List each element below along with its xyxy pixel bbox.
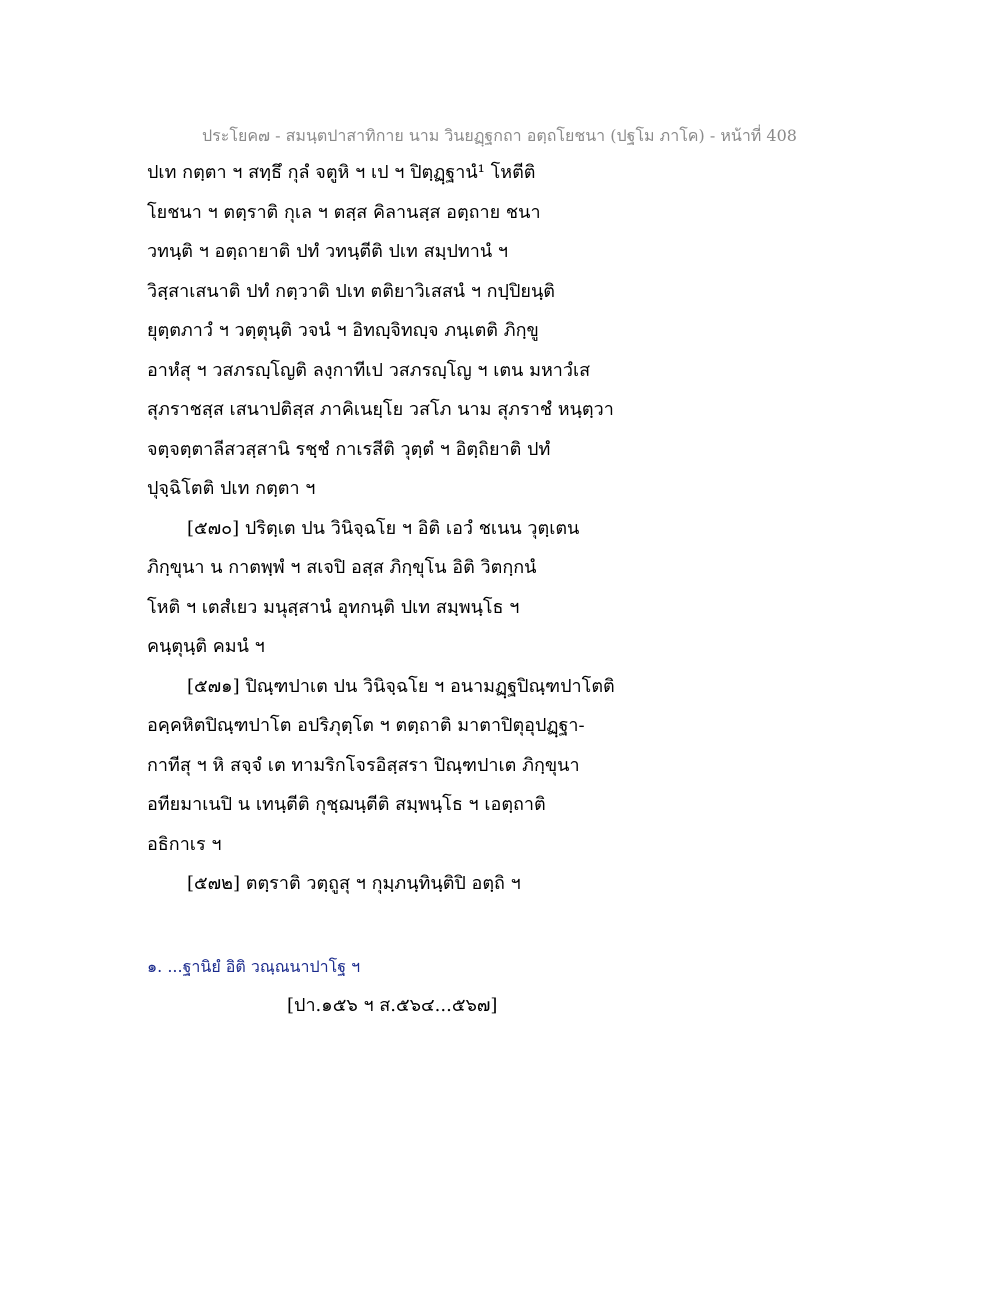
text-line: คนฺตุนฺติ คมนํ ฯ [147,636,265,657]
text-line: อธิกาเร ฯ [147,833,222,855]
text-line: วทนฺติ ฯ อตฺถายาติ ปทํ วทนฺตีติ ปเท สมฺปทานํ ฯ [147,241,509,262]
text-line: อาหํสุ ฯ วสภรญฺโญติ ลงฺกาทีเป วสภรญฺโญ ฯ เตน มหาวํเส [147,359,591,381]
paragraph-start-line: [๕๗๒] ตตฺราติ วตฺถูสุ ฯ กุมฺภนฺทินฺติปิ อตฺถิ ฯ [187,873,521,894]
text-line: สุภราชสฺส เสนาปติสฺส ภาคิเนยฺโย วสโภ นาม สุภราชํ หนฺตฺวา [147,399,614,420]
source-reference: [ปา.๑๕๖ ฯ ส.๕๖๔...๕๖๗] [287,995,498,1016]
text-line: วิสฺสาเสนาติ ปทํ กตฺวาติ ปเท ตติยาวิเสสนํ ฯ กปฺปิยนฺติ [147,280,555,302]
text-line: อทียมาเนปิ น เทนฺตีติ กุชฺฌนฺตีติ สมฺพนฺโธ ฯ เอตฺถาติ [147,794,546,815]
text-line: อคฺคหิตปิณฺฑปาโต อปริภุตฺโต ฯ ตตฺถาติ มาตาปิตุอุปฏฺฐา- [147,715,585,736]
text-line: ปุจฺฉิโตติ ปเท กตฺตา ฯ [147,478,316,499]
paragraph-start-line: [๕๗๑] ปิณฺฑปาเต ปน วินิจฺฉโย ฯ อนามฏฺฐปิณฺฑปาโตติ [187,675,615,697]
text-line: จตฺจตฺตาลีสวสฺสานิ รชฺชํ กาเรสีติ วุตฺตํ ฯ อิตฺถิยาติ ปทํ [147,438,551,460]
text-line: ยุตฺตภาวํ ฯ วตฺตุนฺติ วจนํ ฯ อิทญฺจิทญฺจ ภนฺเตติ ภิกฺขู [147,320,539,341]
text-line: ปเท กตฺตา ฯ สทฺธึ กุลํ จตูหิ ฯ เป ฯ ปิตฺฏฺฐานํ¹ โหตีติ [147,162,536,183]
running-header: ประโยค๗ - สมนฺตปาสาทิกาย นาม วินยฏฺฐกถา อตฺถโยชนา (ปฐโม ภาโค) - หน้าที่ 408 [202,126,797,145]
text-line: กาทีสุ ฯ หิ สจฺจํ เต ทามริกโจรอิสฺสรา ปิณฺฑปาเต ภิกฺขุนา [147,754,580,776]
footnote: ๑. ...ฐานิยํ อิติ วณฺณนาปาโฐ ฯ [147,957,361,976]
paragraph-start-line: [๕๗๐] ปริตฺเต ปน วินิจฺฉโย ฯ อิติ เอวํ ชเนน วุตฺเตน [187,517,580,539]
text-line: โหติ ฯ เตสํเยว มนุสฺสานํ อุทกนฺติ ปเท สมฺพนฺโธ ฯ [147,596,520,618]
body-text [147,160,867,911]
text-line: ภิกฺขุนา น กาตพฺพํ ฯ สเจปิ อสฺส ภิกฺขุโน อิติ วิตกฺกนํ [147,557,537,578]
text-line: โยชนา ฯ ตตฺราติ กุเล ฯ ตสฺส คิลานสฺส อตฺถาย ชนา [147,201,541,223]
